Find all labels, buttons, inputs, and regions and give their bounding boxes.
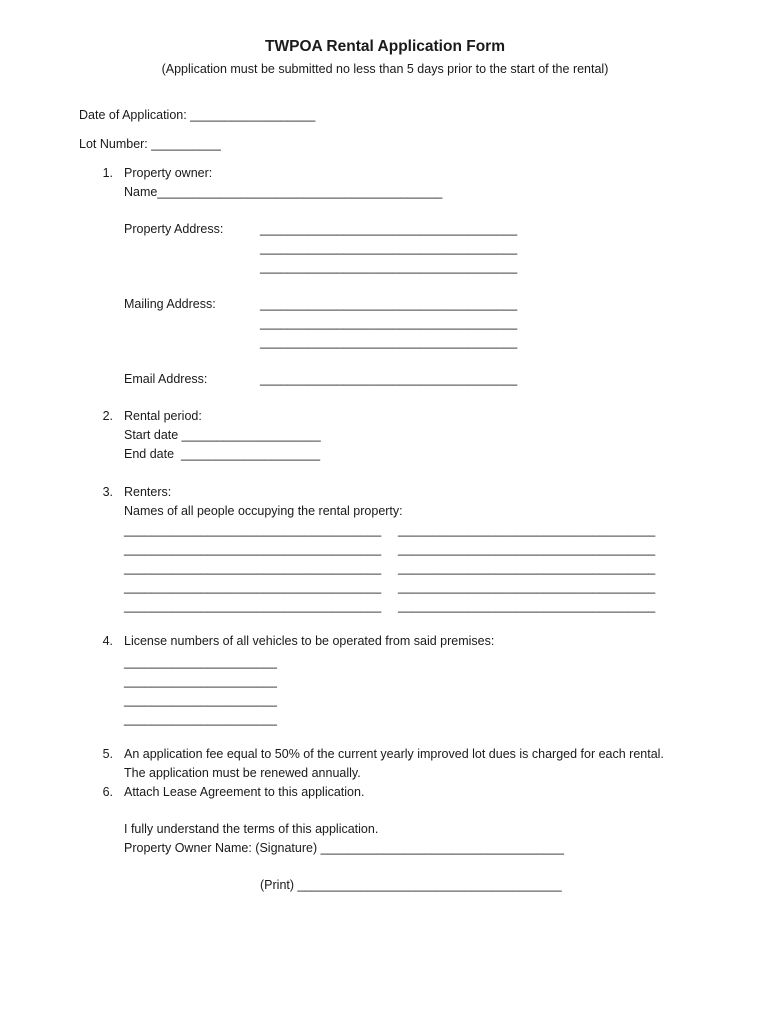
section-4-heading: License numbers of all vehicles to be operated from said premises:	[124, 634, 495, 648]
owner-print-name-field[interactable]: (Print) ______________________________________	[260, 878, 562, 892]
section-5-text-line-1: An application fee equal to 50% of the current yearly improved lot dues is charged for each rental.	[124, 747, 664, 761]
owner-name-field[interactable]: Name_________________________________________	[124, 185, 443, 199]
license-number-line[interactable]: ______________________	[124, 712, 277, 726]
section-2-heading: Rental period:	[124, 409, 202, 423]
owner-signature-field[interactable]: Property Owner Name: (Signature) ___________________________________	[124, 841, 564, 855]
section-4-number: 4.	[102, 634, 113, 648]
renter-name-line[interactable]: _____________________________________	[398, 599, 656, 613]
mailing-address-line-3[interactable]: _____________________________________	[260, 335, 518, 349]
renter-name-line[interactable]: _____________________________________	[124, 542, 382, 556]
section-5-text-line-2: The application must be renewed annually.	[124, 766, 361, 780]
lot-number-field[interactable]: Lot Number: __________	[79, 137, 221, 151]
license-number-line[interactable]: ______________________	[124, 674, 277, 688]
understanding-statement: I fully understand the terms of this application.	[124, 822, 379, 836]
renter-name-line[interactable]: _____________________________________	[398, 523, 656, 537]
email-address-line[interactable]: _____________________________________	[260, 372, 518, 386]
mailing-address-line-2[interactable]: _____________________________________	[260, 316, 518, 330]
section-5-number: 5.	[102, 747, 113, 761]
renter-name-line[interactable]: _____________________________________	[124, 523, 382, 537]
page-subtitle: (Application must be submitted no less than 5 days prior to the start of the rental)	[161, 62, 609, 76]
section-3-heading: Renters:	[124, 485, 172, 499]
page-title: TWPOA Rental Application Form	[265, 38, 505, 55]
property-address-line-2[interactable]: _____________________________________	[260, 241, 518, 255]
property-address-line-3[interactable]: _____________________________________	[260, 260, 518, 274]
property-address-label: Property Address:	[124, 222, 224, 236]
section-6-text: Attach Lease Agreement to this application.	[124, 785, 365, 799]
section-6-number: 6.	[102, 785, 113, 799]
email-address-label: Email Address:	[124, 372, 208, 386]
license-number-line[interactable]: ______________________	[124, 655, 277, 669]
renter-name-line[interactable]: _____________________________________	[398, 561, 656, 575]
section-3-number: 3.	[102, 485, 113, 499]
mailing-address-label: Mailing Address:	[124, 297, 216, 311]
section-1-heading: Property owner:	[124, 166, 213, 180]
section-3-subheading: Names of all people occupying the rental property:	[124, 504, 403, 518]
property-address-line-1[interactable]: _____________________________________	[260, 222, 518, 236]
section-1-number: 1.	[102, 166, 113, 180]
mailing-address-line-1[interactable]: _____________________________________	[260, 297, 518, 311]
end-date-field[interactable]: End date ____________________	[124, 447, 321, 461]
renter-name-line[interactable]: _____________________________________	[398, 580, 656, 594]
renter-name-line[interactable]: _____________________________________	[124, 599, 382, 613]
date-of-application-field[interactable]: Date of Application: __________________	[79, 108, 316, 122]
start-date-field[interactable]: Start date ____________________	[124, 428, 321, 442]
renter-name-line[interactable]: _____________________________________	[124, 561, 382, 575]
renter-name-line[interactable]: _____________________________________	[398, 542, 656, 556]
renter-name-line[interactable]: _____________________________________	[124, 580, 382, 594]
section-2-number: 2.	[102, 409, 113, 423]
license-number-line[interactable]: ______________________	[124, 693, 277, 707]
